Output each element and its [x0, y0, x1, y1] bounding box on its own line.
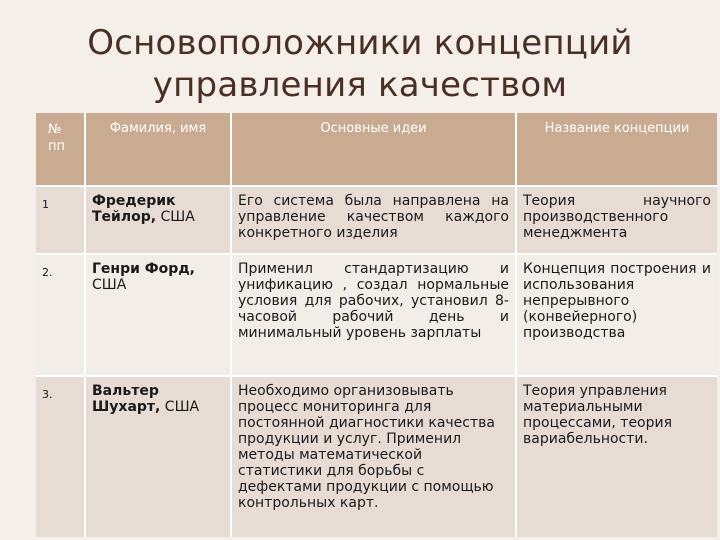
slide-title-line-1: Основоположники концепций — [87, 23, 633, 63]
table-row — [36, 254, 717, 376]
founders-table — [36, 113, 717, 537]
row-name — [85, 186, 231, 254]
slide-title — [0, 22, 720, 106]
row-ideas: Необходимо организовывать процесс мониторинга для постоянной диагностики качества продукции и услуг. Применил методы математической статистики для борьбы с дефектами продукции с помощью контрольных карт. — [231, 376, 516, 537]
table-row — [36, 186, 717, 254]
row-name-bold: Генри Форд, — [92, 261, 195, 277]
row-number: 1 — [36, 186, 85, 254]
row-concept: Теория управления материальными процессами, теория вариабельности. — [516, 376, 717, 537]
table-header-row — [36, 113, 717, 186]
row-name-country: США — [156, 209, 195, 225]
header-number: № пп — [36, 113, 85, 186]
header-ideas: Основные идеи — [231, 113, 516, 186]
row-ideas: Применил стандартизацию и унификацию , создал нормальные условия для рабочих, установил 8-часовой рабочий день и минимальный уровень зарплаты — [231, 254, 516, 376]
row-name-bold: Фредерик Тейлор, — [92, 193, 176, 225]
row-name — [85, 376, 231, 537]
row-concept: Концепция построения и использования непрерывного (конвейерного) производства — [516, 254, 717, 376]
row-name-country: США — [160, 399, 200, 415]
row-name — [85, 254, 231, 376]
table-row — [36, 376, 717, 537]
row-ideas: Его система была направлена на управление качеством каждого конкретного изделия — [231, 186, 516, 254]
header-name: Фамилия, имя — [85, 113, 231, 186]
row-number: 2. — [36, 254, 85, 376]
row-name-country: США — [92, 277, 127, 293]
row-concept: Теория научного производственного менеджмента — [516, 186, 717, 254]
row-name-bold: Вальтер Шухарт, — [92, 383, 161, 415]
row-number: 3. — [36, 376, 85, 537]
slide-title-line-2: управления качеством — [152, 65, 568, 105]
header-concept: Название концепции — [516, 113, 717, 186]
